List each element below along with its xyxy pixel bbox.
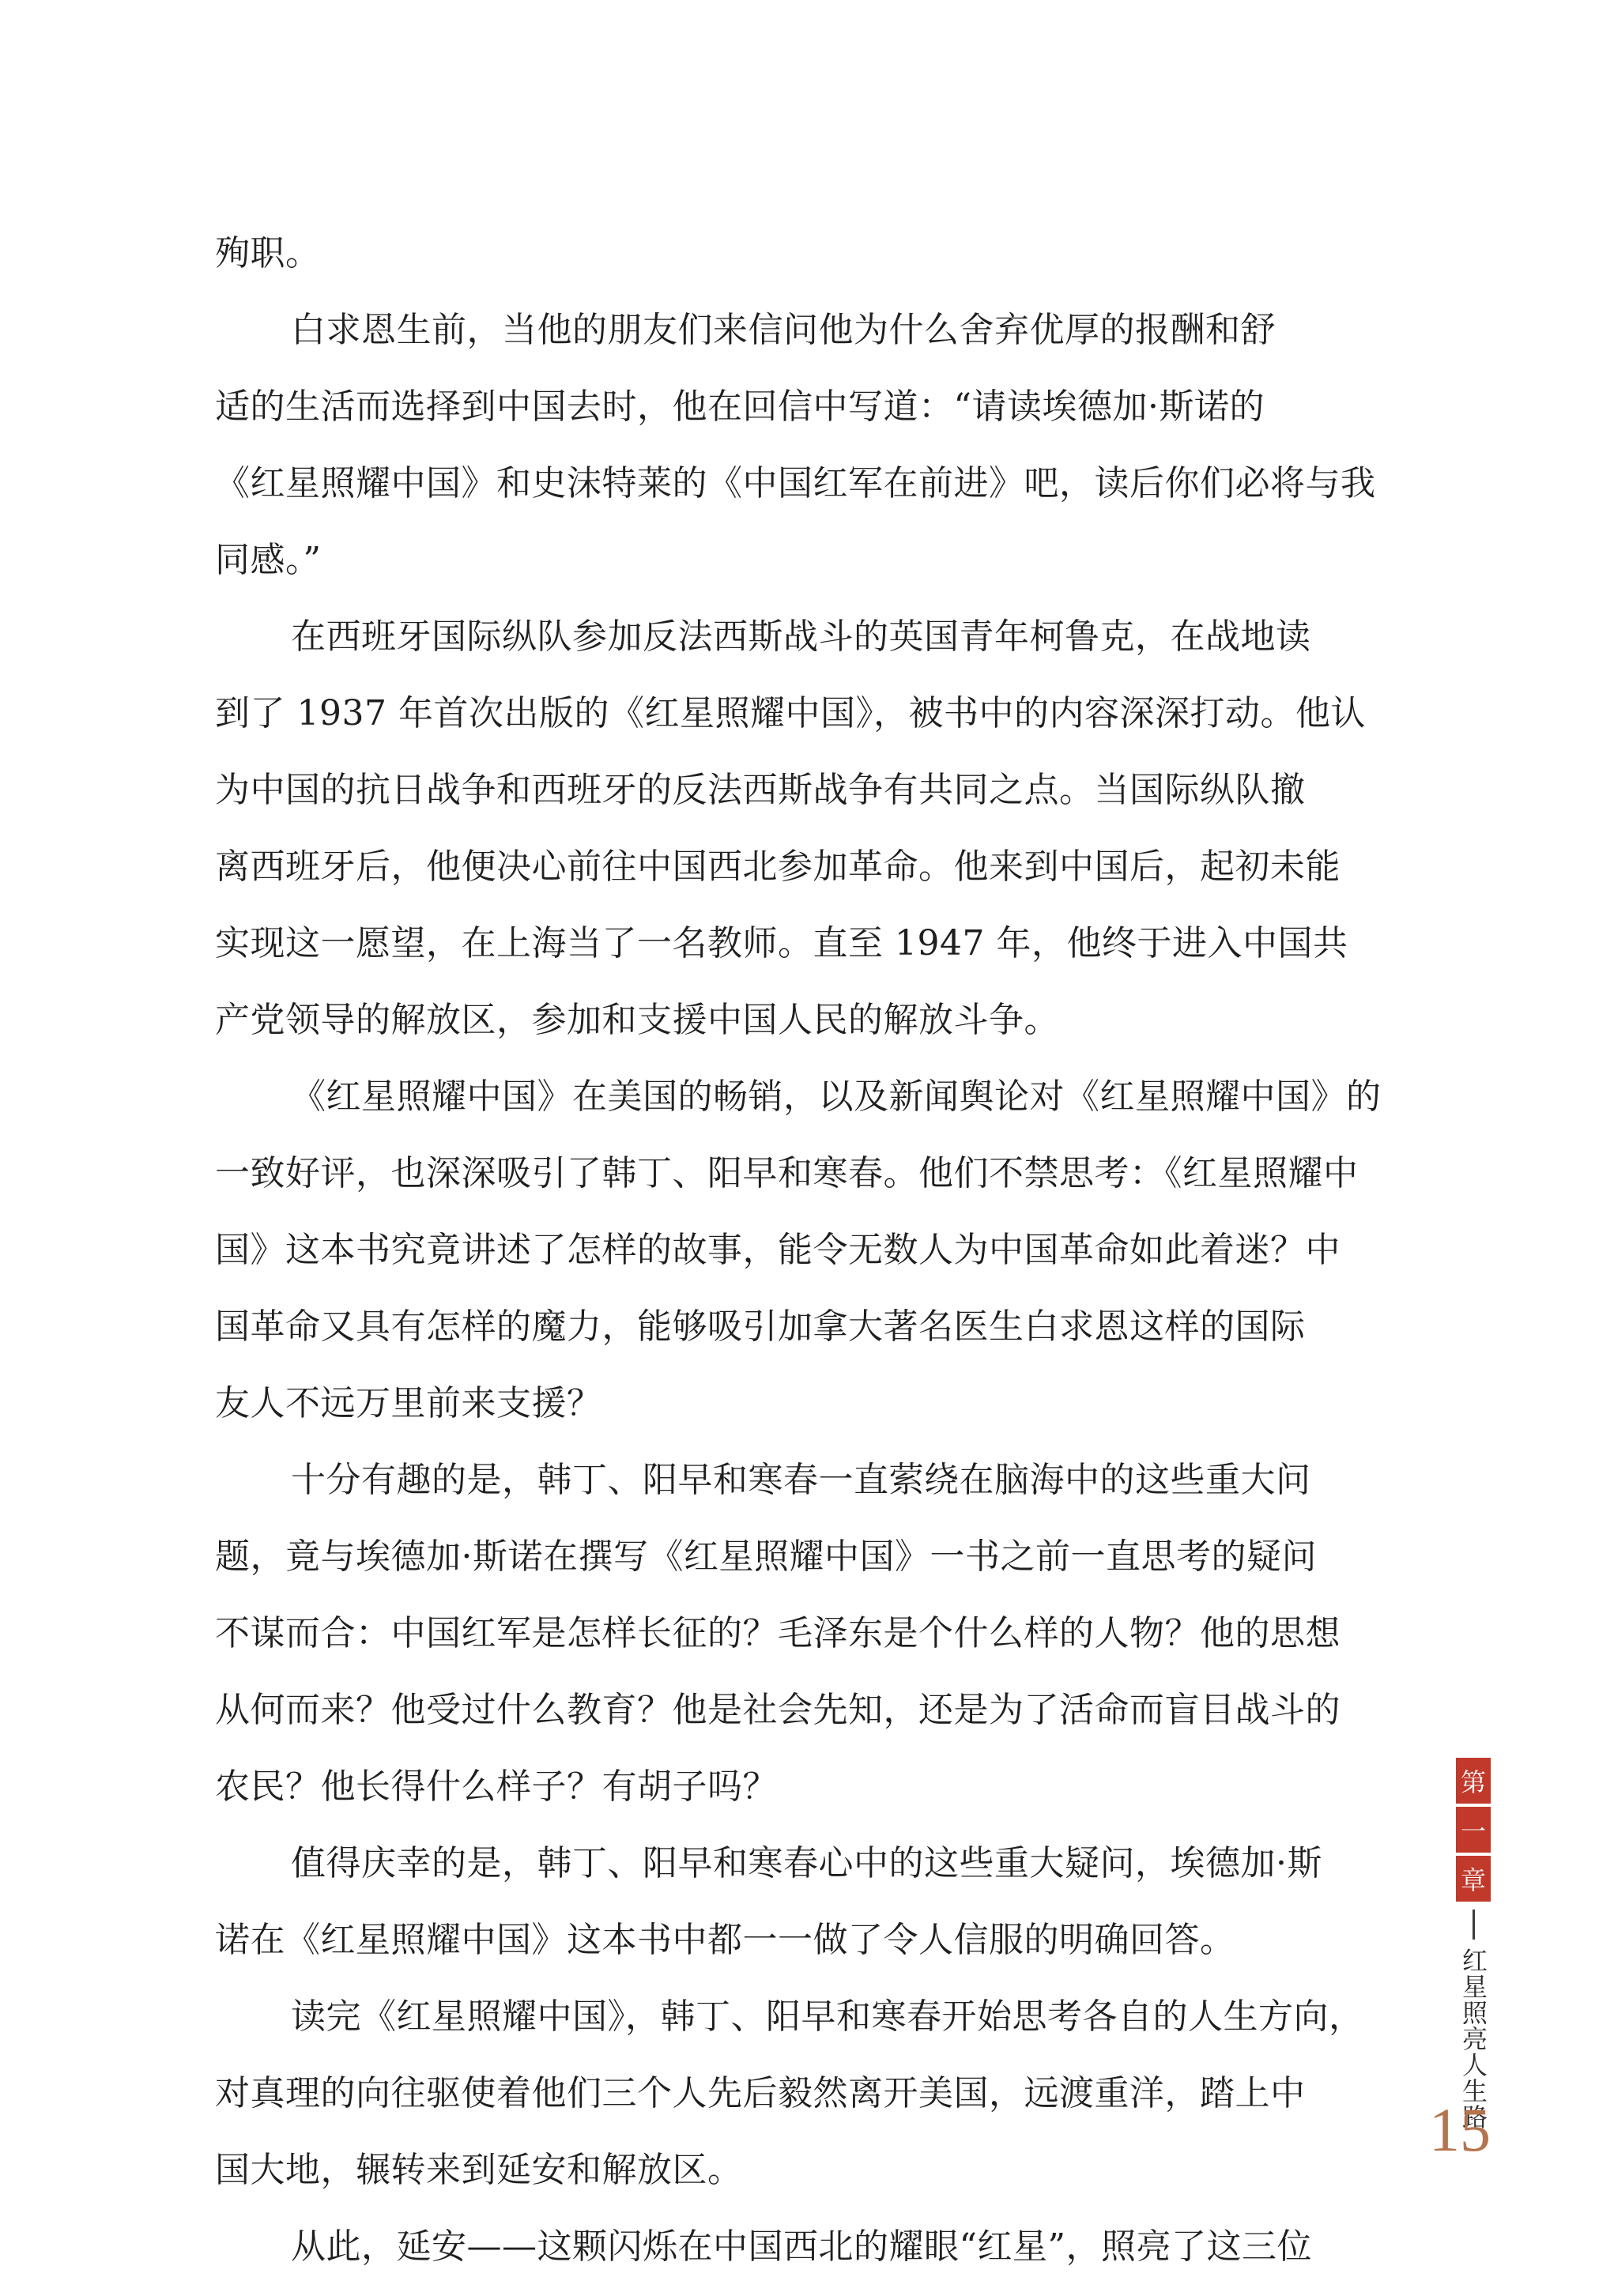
text-line: 实现这一愿望，在上海当了一名教师。直至 1947 年，他终于进入中国共 <box>215 923 1348 963</box>
chapter-title: 红星照亮人生路 <box>1458 1947 1488 2130</box>
text-line: 适的生活而选择到中国去时，他在回信中写道：“请读埃德加·斯诺的 <box>215 386 1265 427</box>
chapter-label-char-1: 第 <box>1456 1758 1491 1804</box>
text-line: 国革命又具有怎样的魔力，能够吸引加拿大著名医生白求恩这样的国际 <box>215 1306 1306 1347</box>
text-line: 同感。” <box>215 540 322 580</box>
text-line: 殉职。 <box>215 233 321 273</box>
text-line: 十分有趣的是，韩丁、阳早和寒春一直萦绕在脑海中的这些重大问 <box>291 1460 1311 1500</box>
page-number: 15 <box>1429 2095 1491 2164</box>
text-line: 从此，延安——这颗闪烁在中国西北的耀眼“红星”，照亮了这三位 <box>291 2226 1312 2267</box>
text-line: 产党领导的解放区，参加和支援中国人民的解放斗争。 <box>215 1000 1059 1040</box>
text-line: 国》这本书究竟讲述了怎样的故事，能令无数人为中国革命如此着迷？中 <box>215 1230 1341 1270</box>
text-line: 读完《红星照耀中国》，韩丁、阳早和寒春开始思考各自的人生方向， <box>291 1996 1364 2037</box>
text-line: 离西班牙后，他便决心前往中国西北参加革命。他来到中国后，起初未能 <box>215 846 1341 887</box>
text-line: 对真理的向往驱使着他们三个人先后毅然离开美国，远渡重洋，踏上中 <box>215 2073 1306 2113</box>
text-line: 农民？他长得什么样子？有胡子吗？ <box>215 1766 778 1807</box>
chapter-divider <box>1473 1910 1475 1940</box>
text-line: 一致好评，也深深吸引了韩丁、阳早和寒春。他们不禁思考：《红星照耀中 <box>215 1153 1359 1193</box>
text-line: 友人不远万里前来支援？ <box>215 1383 602 1423</box>
text-line: 在西班牙国际纵队参加反法西斯战斗的英国青年柯鲁克，在战地读 <box>291 616 1311 657</box>
text-line: 《红星照耀中国》在美国的畅销，以及新闻舆论对《红星照耀中国》的 <box>291 1076 1382 1117</box>
text-line: 《红星照耀中国》和史沫特莱的《中国红军在前进》吧，读后你们必将与我 <box>215 463 1376 503</box>
page-body-text <box>215 215 1385 2285</box>
text-line: 白求恩生前，当他的朋友们来信问他为什么舍弃优厚的报酬和舒 <box>291 310 1276 350</box>
chapter-label-char-2: 一 <box>1456 1807 1491 1853</box>
chapter-label-char-3: 章 <box>1456 1856 1491 1902</box>
text-line: 不谋而合：中国红军是怎样长征的？毛泽东是个什么样的人物？他的思想 <box>215 1613 1341 1653</box>
chapter-tab <box>1454 1758 1492 2130</box>
text-line: 值得庆幸的是，韩丁、阳早和寒春心中的这些重大疑问，埃德加·斯 <box>291 1843 1322 1883</box>
text-line: 从何而来？他受过什么教育？他是社会先知，还是为了活命而盲目战斗的 <box>215 1690 1341 1730</box>
text-line: 国大地，辗转来到延安和解放区。 <box>215 2150 743 2190</box>
text-line: 题，竟与埃德加·斯诺在撰写《红星照耀中国》一书之前一直思考的疑问 <box>215 1536 1317 1577</box>
text-line: 为中国的抗日战争和西班牙的反法西斯战争有共同之点。当国际纵队撤 <box>215 770 1306 810</box>
text-line: 到了 1937 年首次出版的《红星照耀中国》，被书中的内容深深打动。他认 <box>215 693 1366 733</box>
text-line: 诺在《红星照耀中国》这本书中都一一做了令人信服的明确回答。 <box>215 1920 1235 1960</box>
